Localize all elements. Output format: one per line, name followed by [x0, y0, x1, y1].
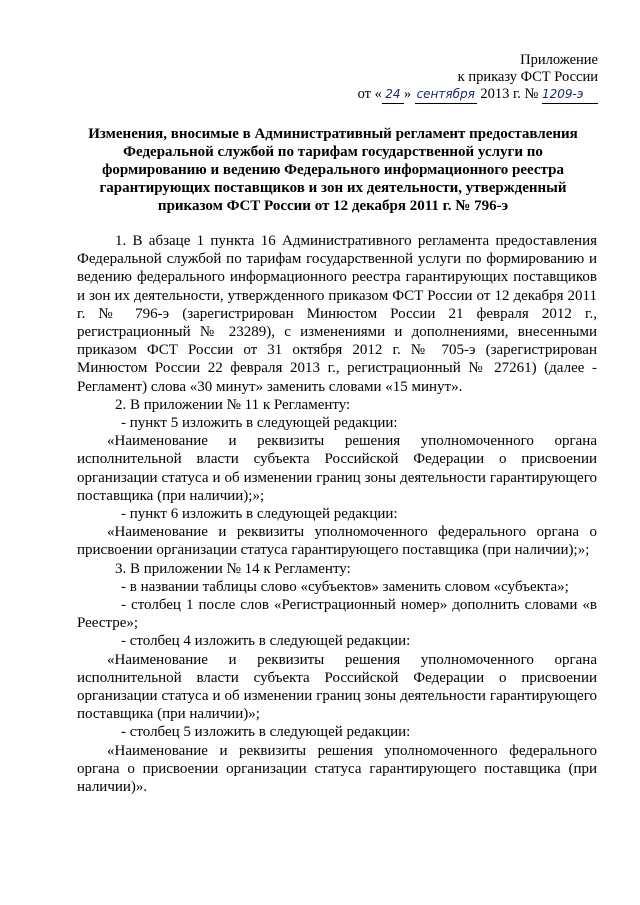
paragraph-2: 2. В приложении № 11 к Регламенту:: [115, 396, 351, 413]
handwritten-month: сентября: [415, 86, 477, 104]
handwritten-day: 24: [382, 86, 404, 104]
paragraph-5: - пункт 6 изложить в следующей редакции:: [121, 506, 398, 523]
paragraph-1: 1. В абзаце 1 пункта 16 Административного регламента предоставления Федеральной службой по тарифам государственной услуги по формированию и ведению федерального информационного реестра гарантирующих поставщиков и зон их деятельности, утвержденного приказом ФСТ России от 12 декабря 2011 г. № 796-э (зарегистрирован Минюстом России 21 февраля 2012 г., регистрационный № 23289), с изменениями и дополнениями, внесенными приказом ФСТ России от 31 октября 2012 г. № 705-э (зарегистрирован Минюстом России 22 февраля 2013 г., регистрационный № 27261) (далее - Регламент) слова «30 минут» заменить словами «15 минут».: [77, 233, 597, 395]
document-title: Изменения, вносимые в Административный регламент предоставления Федеральной службой по тарифам государственной услуги по формированию и ведению Федерального информационного реестра гарантирующих поставщиков и зон их деятельности, утвержденный приказом ФСТ России от 12 декабря 2011 г. № 796-э: [88, 126, 578, 214]
paragraph-7: 3. В приложении № 14 к Регламенту:: [115, 560, 351, 577]
appendix-label: Приложение: [520, 52, 598, 68]
paragraph-11: «Наименование и реквизиты решения уполномоченного органа исполнительной власти субъекта Российской Федерации о присвоении организации статуса и об изменении границ зоны деятельности гарантирующего поставщика (при наличии)»;: [77, 651, 597, 723]
paragraph-3: - пункт 5 изложить в следующей редакции:: [121, 415, 398, 432]
year-label: 2013 г. №: [480, 86, 539, 102]
order-date-line: [340, 86, 598, 104]
handwritten-order-number: 1209-э: [542, 86, 598, 104]
paragraph-10: - столбец 4 изложить в следующей редакции:: [121, 633, 411, 650]
quote-close: »: [403, 86, 412, 102]
paragraph-13: «Наименование и реквизиты решения уполномоченного федерального органа о присвоении организации статуса гарантирующего поставщика (при наличии)».: [77, 742, 597, 796]
appendix-header: [340, 52, 598, 104]
order-reference: к приказу ФСТ России: [457, 69, 598, 85]
paragraph-4: «Наименование и реквизиты решения уполномоченного органа исполнительной власти субъекта Российской Федерации о присвоении организации статуса и об изменении границ зоны деятельности гарантирующего поставщика (при наличии);»;: [77, 433, 597, 504]
paragraph-8: - в названии таблицы слово «субъектов» заменить словом «субъекта»;: [121, 578, 569, 595]
paragraph-12: - столбец 5 изложить в следующей редакции:: [121, 724, 411, 741]
from-label: от «: [357, 86, 382, 102]
paragraph-6: «Наименование и реквизиты уполномоченного федерального органа о присвоении организации статуса гарантирующего поставщика (при наличии);»;: [77, 524, 597, 559]
paragraph-9: - столбец 1 после слов «Регистрационный номер» дополнить словами «в Реестре»;: [77, 597, 597, 632]
document-body: [77, 232, 597, 796]
